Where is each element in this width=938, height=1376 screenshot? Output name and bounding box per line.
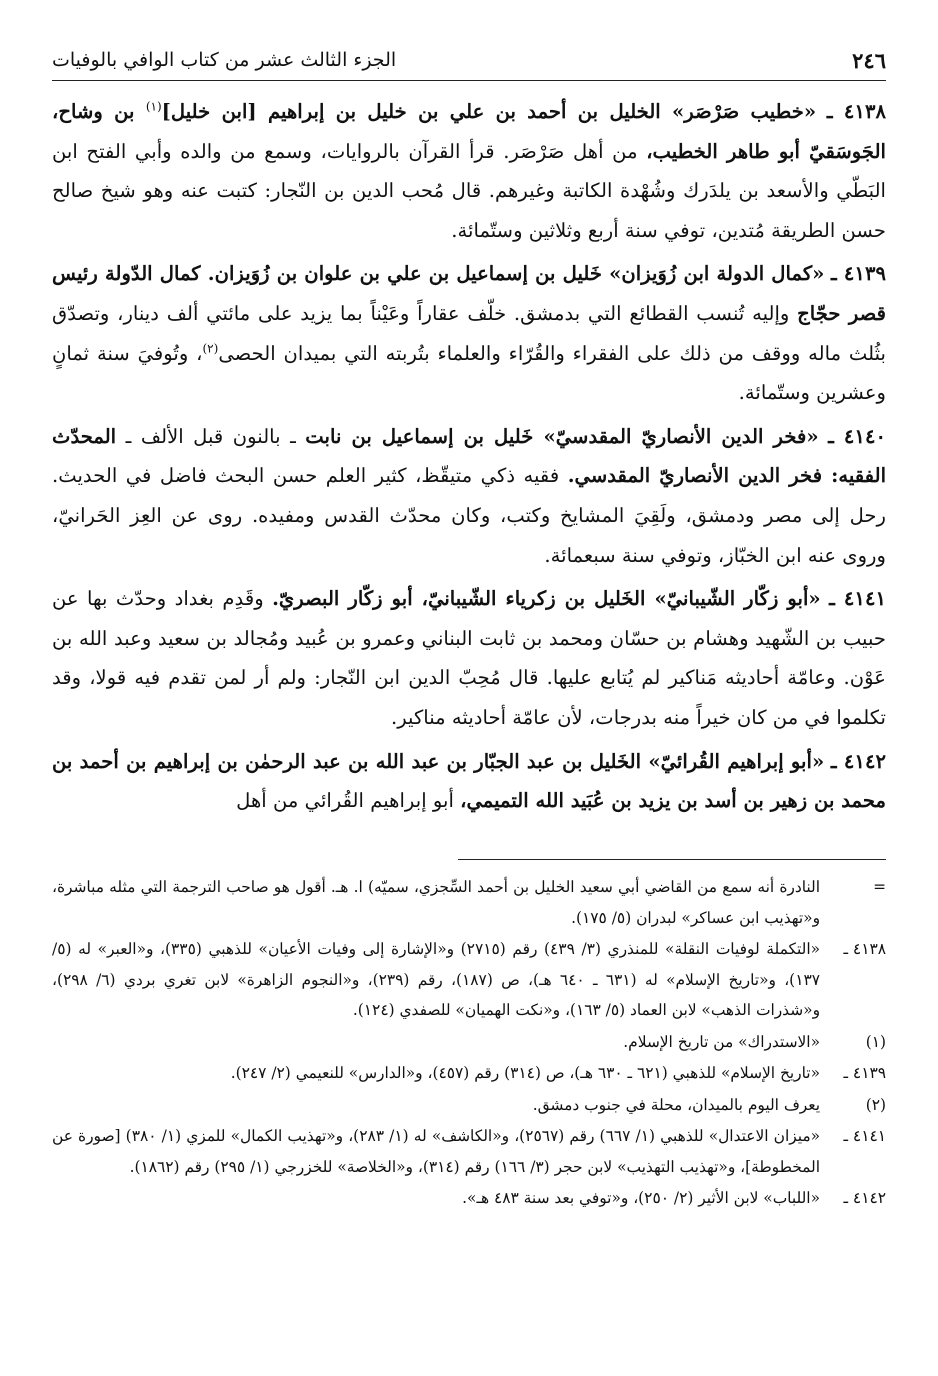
footnote-label: ٤١٤١ ـ [843,1127,886,1145]
footnote-4141 [52,1121,886,1182]
entry-body: وإليه تُنسب القطائع التي بدمشق. خلّف عقاراً وعَيْناً بما يزيد على مائتي ألف دينار، وتصدّق بثُلث ماله ووقف من ذلك على الفقراء والقُرّاء والعلماء بتُربته التي بميدان الحصى [52,301,886,365]
page-header [52,40,886,81]
footnote-label: ٤١٤٢ ـ [843,1189,886,1207]
footnote-4138 [52,934,886,1026]
entry-body-continued: فقيه ذكي متيقّظ، كثير العلم حسن البحث فاضل في الحديث. رحل إلى مصر ودمشق، ولَقِيَ المشايخ وكتب، وكان محدّث القدس ومفيده. روى عن العِز الحَرانيّ، وروى عنه ابن الخبّاز، وتوفي سنة سبعمائة. [52,464,886,567]
entry-number: ٤١٤٠ ـ [828,424,887,448]
footnote-text: يعرف اليوم بالميدان، محلة في جنوب دمشق. [532,1095,820,1114]
footnote-ref: (٢) [202,341,219,356]
entry-body: من أهل صَرْصَر. قرأ القرآن بالروايات، وسمع من والده وأبي الفتح ابن البَطّي والأسعد بن يلدَرك وشُهْدة الكاتبة وغيرهم. قال مُحب الدين بن النّجار: كتبت عنه وهو شيخ صالح حسن الطريقة مُتدين، توفي سنة أربع وثلاثين وستّمائة. [52,139,886,242]
footnote-text: النادرة أنه سمع من القاضي أبي سعيد الخليل بن أحمد السِّجزي، سميّه) ا. هـ. أقول هو صاحب الترجمة التي مثله مباشرة، و«تهذيب ابن عساكر» لبدران (٥/ ١٧٥). [52,878,820,927]
entry-heading: «كمال الدولة ابن زُوَيزان» خَليل بن إسماعيل بن علي بن علوان بن زُوَيزان. كمال الدّولة رئيس قصر حجّاج [52,262,886,325]
footnote-text: «ميزان الاعتدال» للذهبي (١/ ٦٦٧) رقم (٢٥٦٧)، و«الكاشف» له (١/ ٢٨٣)، و«تهذيب الكمال» للمزي (١/ ٣٨٠) [صورة عن المخطوطة]، و«تهذيب التهذيب» لابن حجر (٣/ ١٦٦) رقم (٣١٤)، و«الخلاصة» للخزرجي (١/ ٢٩٥) رقم (١٨٦٢). [52,1127,821,1176]
footnote-1 [52,1027,886,1058]
footnote-label: ٤١٣٨ ـ [843,940,886,958]
main-text [52,92,886,825]
footnote-continuation [52,872,886,933]
entry-number: ٤١٤١ ـ [829,587,886,611]
entry-heading-continued: بن وشاح، الجَوسَقيّ أبو طاهر الخطيب، [52,100,886,163]
footnote-label: = [873,878,886,896]
footnote-text: «تاريخ الإسلام» للذهبي (٦٢١ ـ ٦٣٠ هـ)، ص (٣١٤) رقم (٤٥٧)، و«الدارس» للنعيمي (٢/ ٢٤٧). [230,1064,820,1082]
page-number: ٢٤٦ [852,47,886,73]
footnote-4139 [52,1058,886,1089]
footnote-label: ٤١٣٩ ـ [843,1064,886,1082]
entry-heading: «أبو زكّار الشّيبانيّ» الخَليل بن زكرياء الشّيبانيّ، أبو زكّار البصريّ. [272,587,821,611]
entry-4139 [52,254,886,412]
footnote-separator [458,859,886,860]
entry-heading: «فخر الدين الأنصاريّ المقدسيّ» خَليل بن إسماعيل بن نابت [305,424,819,448]
footnote-4142 [52,1183,886,1214]
entry-4140 [52,417,886,575]
entry-4138 [52,92,886,250]
entry-number: ٤١٣٩ ـ [831,262,887,286]
footnote-label: (٢) [865,1095,886,1114]
entry-number: ٤١٣٨ ـ [826,100,887,123]
entry-number: ٤١٤٢ ـ [830,749,887,773]
footnote-text: «اللباب» لابن الأثير (٢/ ٢٥٠)، و«توفي بعد سنة ٤٨٣ هـ». [462,1189,820,1207]
entry-heading-continued: المحدّث الفقيه: فخر الدين الأنصاريّ المقدسي. [52,424,887,488]
entry-body-continued: ، وتُوفيَ سنة ثمانٍ وعشرين وستّمائة. [52,341,886,405]
entry-body: وقَدِم بغداد وحدّث بها عن حبيب بن الشّهيد وهشام بن حسّان ومحمد بن ثابت البناني وعمرو بن عُبيد ومُجالد بن سعيد وعبد الله بن عَوْن. وعامّة أحاديثه مَناكير لم يُتابع عليها. قال مُحِبّ الدين ابن النّجار: ولم أر لمن تقدم فيه قولا، وقد تكلموا في من كان خيراً منه بدرجات، لأن عامّة أحاديثه مناكير. [52,587,886,729]
running-title: الجزء الثالث عشر من كتاب الوافي بالوفيات [52,49,397,71]
entry-body: ـ بالنون قبل الألف ـ [116,424,306,448]
footnote-2 [52,1090,886,1121]
entry-4141 [52,579,886,737]
footnote-text: «الاستدراك» من تاريخ الإسلام. [623,1032,820,1051]
footnote-text: «التكملة لوفيات النقلة» للمنذري (٣/ ٤٣٩) رقم (٢٧١٥) و«الإشارة إلى وفيات الأعيان» للذهبي (٣٣٥)، و«العبر» له (٥/ ١٣٧)، و«تاريخ الإسلام» له (٦٣١ ـ ٦٤٠ هـ)، ص (١٨٧)، رقم (٢٣٩)، و«النجوم الزاهرة» لابن تغري بردي (٦/ ٢٩٨)، و«شذرات الذهب» لابن العماد (٥/ ١٦٣)، و«نكت الهميان» للصفدي (١٢٤). [52,940,821,1019]
footnote-ref: (١) [145,99,162,114]
entry-4142 [52,742,886,821]
footnotes [52,872,886,1215]
entry-heading: «خطيب صَرْصَر» الخليل بن أحمد بن علي بن خليل بن إبراهيم [ابن خليل] [161,100,817,123]
entry-heading: «أبو إبراهيم القُرائيّ» الخَليل بن عبد الجبّار بن عبد الله بن عبد الرحمٰن بن إبراهيم بن أحمد بن محمد بن زهير بن أسد بن يزيد بن عُبَيد الله التميمي، [52,749,886,813]
footnote-label: (١) [865,1032,886,1051]
entry-body: أبو إبراهيم القُرائي من أهل [236,789,461,813]
